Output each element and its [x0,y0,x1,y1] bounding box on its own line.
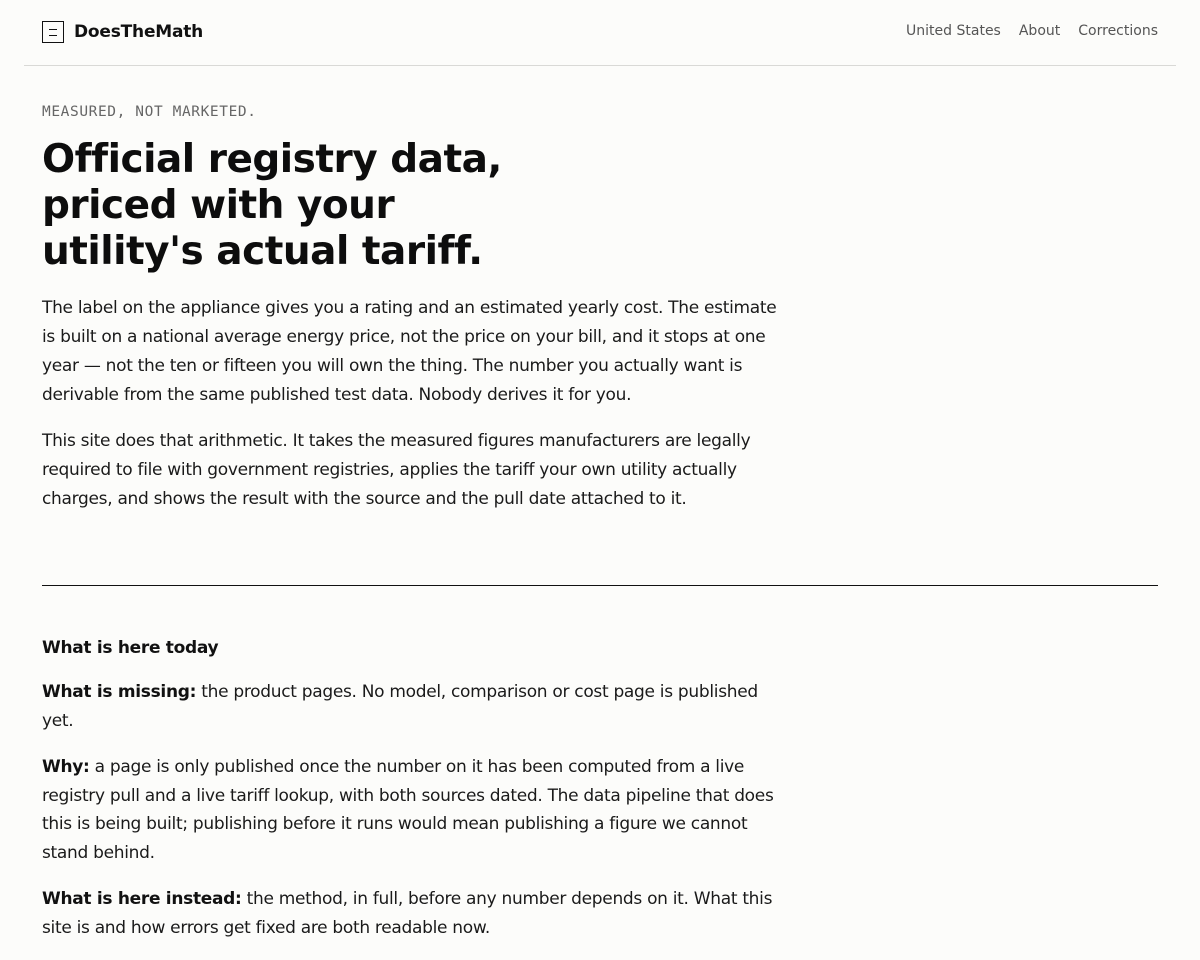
nav-link-corrections[interactable]: Corrections [1078,23,1158,39]
brand-link[interactable] [42,19,203,45]
logo-lines [49,29,57,36]
site-header [24,0,1176,66]
status-item-label: What is missing: [42,682,197,702]
hero-title-line: utility's actual tariff. [42,229,483,274]
section-divider [42,585,1158,586]
hero-title-line: priced with your [42,183,395,228]
menu-lines-icon [42,21,64,43]
nav-link-united-states[interactable]: United States [906,23,1001,39]
intro-paragraph: The label on the appliance gives you a rating and an estimated yearly cost. The estimate is built on a national average energy price, not the price on your bill, and it stops at one year — not the ten or fifteen you will own the thing. The number you actually want is derivable from the same published test data. Nobody derives it for you. [42,298,777,405]
status-item [42,678,792,735]
nav-link-about[interactable]: About [1018,23,1061,39]
status-item-text: the method, in full, before any number depends on it. What this site is and how errors get fixed are both readable now. [42,889,773,938]
status-item-text: the product pages. No model, comparison or cost page is published yet. [42,682,758,731]
brand-name: DoesTheMath [74,22,204,42]
status-item-label: Why: [42,757,90,777]
status-item-label: What is here instead: [42,889,242,909]
status-section-title: What is here today [42,638,219,658]
status-section [42,678,792,960]
hero-title-line: Official registry data, [42,137,502,182]
main-nav [888,23,1158,39]
intro-paragraph: This site does that arithmetic. It takes the measured figures manufacturers are legally required to file with government registries, applies the tariff your own utility actually charges, and shows the result with the source and the pull date attached to it. [42,431,751,509]
hero-intro [42,294,792,531]
status-item [42,885,792,942]
hero-title [42,137,512,275]
status-item [42,753,792,867]
hero-eyebrow: MEASURED, NOT MARKETED. [42,104,257,120]
status-item-text: a page is only published once the number on it has been computed from a live registry pull and a live tariff lookup, with both sources dated. The data pipeline that does this is being built; publishing before it runs would mean publishing a figure we cannot stand behind. [42,757,774,863]
